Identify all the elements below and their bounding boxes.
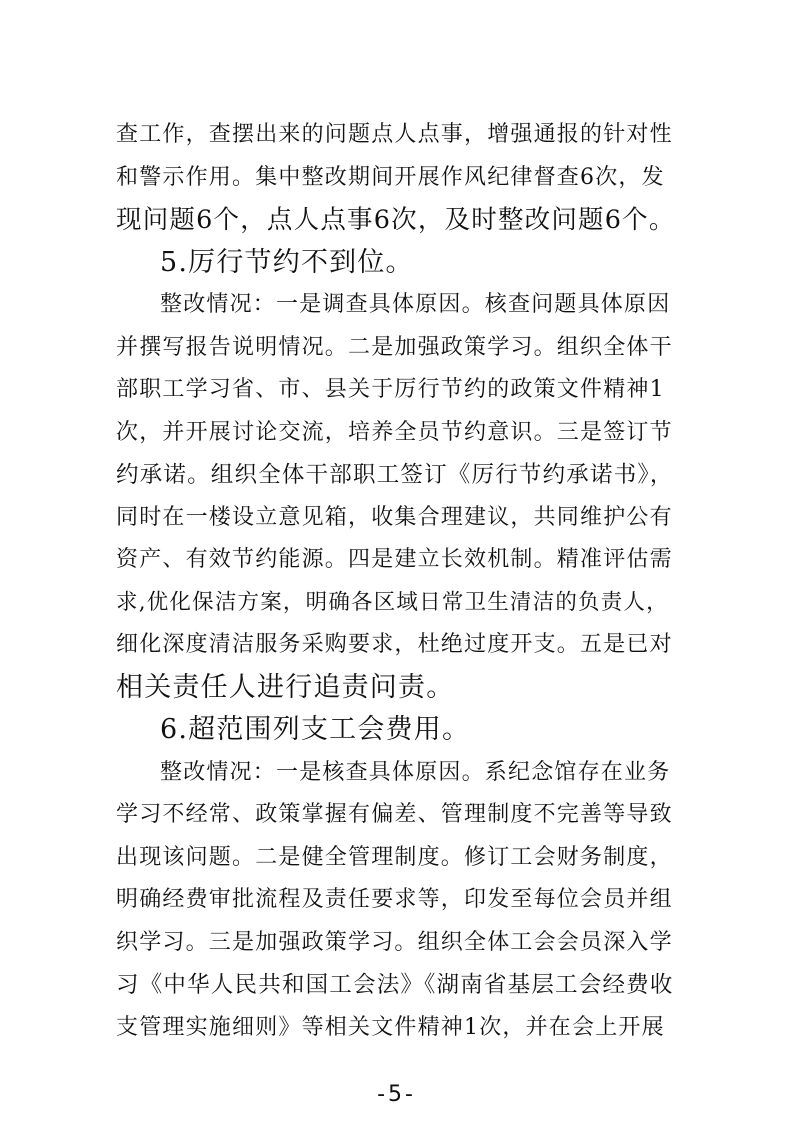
body-text-line: 查工作，查摆出来的问题点人点事，增强通报的针对性 (116, 122, 673, 147)
section-heading: 5.厉行节约不到位。 (160, 246, 414, 278)
section-heading: 6.超范围列支工会费用。 (160, 714, 471, 745)
body-text-line: 相关责任人进行追责问责。 (116, 671, 455, 703)
body-text-line: 资产、有效节约能源。四是建立长效机制。精准评估需 (116, 547, 673, 572)
body-text-line: 求,优化保洁方案，明确各区域日常卫生清洁的负责人， (116, 589, 669, 615)
body-text-line: 织学习。三是加强政策学习。组织全体工会会员深入学 (116, 929, 673, 955)
body-text-line: 次，并开展讨论交流，培养全员节约意识。三是签订节 (116, 419, 673, 445)
page-number: -5- (377, 1082, 416, 1107)
body-text-line: 整改情况：一是核查具体原因。系纪念馆存在业务 (160, 759, 671, 785)
body-text-line: 部职工学习省、市、县关于厉行节约的政策文件精神1 (116, 377, 665, 402)
body-text-line: 和警示作用。集中整改期间开展作风纪律督查6次，发 (116, 164, 665, 190)
body-text-line: 现问题6个，点人点事6次，及时整改问题6个。 (116, 205, 676, 235)
body-text-line: 约承诺。组织全体干部职工签订《厉行节约承诺书》， (116, 462, 674, 488)
body-text-line: 学习不经常、政策掌握有偏差、管理制度不完善等导致 (116, 802, 673, 827)
body-text-line: 习《中华人民共和国工会法》《湖南省基层工会经费收 (116, 972, 674, 998)
body-text-line: 明确经费审批流程及责任要求等，印发至每位会员并组 (116, 887, 673, 912)
body-text-line: 出现该问题。二是健全管理制度。修订工会财务制度， (116, 844, 673, 870)
body-text-line: 支管理实施细则》等相关文件精神1次，并在会上开展 (116, 1014, 665, 1040)
body-text-line: 并撰写报告说明情况。二是加强政策学习。组织全体干 (116, 334, 673, 360)
body-text-line: 细化深度清洁服务采购要求，杜绝过度开支。五是已对 (116, 632, 673, 657)
body-text-line: 同时在一楼设立意见箱，收集合理建议，共同维护公有 (116, 504, 673, 530)
body-text-line: 整改情况：一是调查具体原因。核查问题具体原因 (160, 292, 671, 317)
